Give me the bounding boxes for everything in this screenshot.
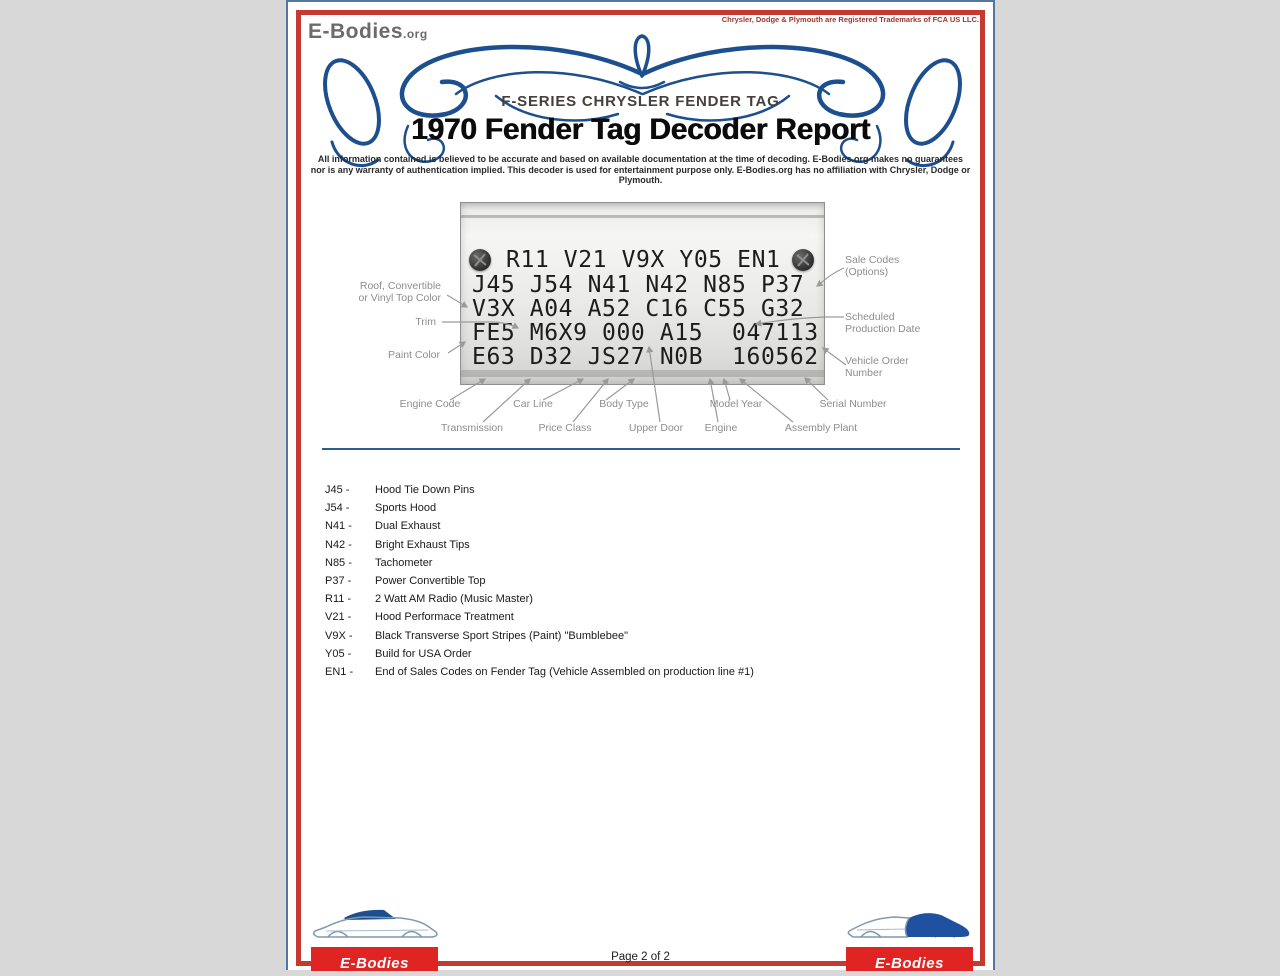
label-scheduled-production-date: Scheduled Production Date [845,311,921,335]
code-cell: V9X - [325,629,353,642]
label-assembly-plant: Assembly Plant [784,422,858,434]
list-item [325,608,955,626]
desc-cell: Black Transverse Sport Stripes (Paint) "Bumblebee" [375,629,628,642]
section-divider [322,448,960,450]
code-cell: J54 - [325,502,350,515]
label-roof-color: Roof, Convertible or Vinyl Top Color [358,280,441,304]
list-item [325,554,955,572]
code-cell: N42 - [325,538,352,551]
list-item [325,663,955,681]
list-item [325,572,955,590]
tag-row-5: E63 D32 JS27 N0B 160562 [472,344,819,370]
list-item [325,536,955,554]
label-trim: Trim [415,316,436,328]
tag-row-2: J45 J54 N41 N42 N85 P37 [472,272,805,298]
desc-cell: 2 Watt AM Radio (Music Master) [375,593,533,606]
disclaimer-line-1: All information contained is believed to be accurate and based on available documentation at the time of decoding. E-Bodies.org makes no guarantees [317,154,964,164]
footer-logo-left [310,906,440,976]
page-title: 1970 Fender Tag Decoder Report [411,113,870,146]
label-vehicle-order-number: Vehicle Order Number [845,355,909,379]
code-cell: P37 - [325,575,352,588]
desc-cell: Tachometer [375,556,433,569]
tag-row-3: V3X A04 A52 C16 C55 G32 [472,296,805,322]
tag-row-4: FE5 M6X9 000 A15 047113 [472,320,819,346]
label-price-class: Price Class [538,422,592,434]
screw-right-icon [792,249,814,271]
desc-cell: Sports Hood [375,502,437,515]
series-heading: F-SERIES CHRYSLER FENDER TAG [501,93,780,110]
code-cell: Y05 - [325,647,352,660]
desc-cell: Build for USA Order [375,647,472,660]
disclaimer-line-2: nor is any warranty of authentication implied. This decoder is used for entertainment purpose only. E-Bodies.org has no affiliation with Chrysler, Dodge or Plymouth. [310,165,971,185]
plate-top-ridge [461,215,824,218]
code-cell: V21 - [325,611,352,624]
label-upper-door: Upper Door [628,422,684,434]
footer-banner-right: E-Bodies [846,947,973,971]
desc-cell: Power Convertible Top [375,575,486,588]
label-serial-number: Serial Number [819,398,887,410]
list-item [325,645,955,663]
desc-cell: Hood Tie Down Pins [375,484,475,496]
footer-banner-left: E-Bodies [311,947,438,971]
label-transmission: Transmission [440,422,504,434]
label-body-type: Body Type [599,398,649,410]
label-sale-codes: Sale Codes (Options) [845,254,900,278]
footer-logo-right [845,906,975,976]
label-engine: Engine [704,422,738,434]
trademark-notice: Chrysler, Dodge & Plymouth are Registered Trademarks of FCA US LLC. [721,15,979,24]
ebodies-logo-tld: .org [403,27,428,41]
page-number: Page 2 of 2 [611,951,670,963]
list-item [325,499,955,517]
label-car-line: Car Line [513,398,553,410]
list-item [325,627,955,645]
code-cell: J45 - [325,484,350,496]
screw-left-icon [469,249,491,271]
label-paint-color: Paint Color [388,349,440,361]
list-item [325,481,955,499]
desc-cell: Hood Performace Treatment [375,611,514,624]
car-right-icon [845,906,975,948]
document-page [286,0,995,970]
code-cell: EN1 - [325,666,354,679]
desc-cell: Dual Exhaust [375,520,441,533]
list-item [325,517,955,535]
desc-cell: Bright Exhaust Tips [375,538,470,551]
list-item [325,590,955,608]
desc-cell: End of Sales Codes on Fender Tag (Vehicle Assembled on production line #1) [375,666,754,679]
code-cell: N41 - [325,520,352,533]
ebodies-logo-text: E-Bodies [308,20,404,43]
plate-bottom-ridge [461,370,824,377]
tag-row-1: R11 V21 V9X Y05 EN1 [506,247,781,273]
code-cell: R11 - [325,593,352,606]
code-cell: N85 - [325,556,352,569]
label-model-year: Model Year [709,398,763,410]
sales-code-list [325,481,955,681]
label-engine-code: Engine Code [399,398,461,410]
car-left-icon [310,906,440,948]
